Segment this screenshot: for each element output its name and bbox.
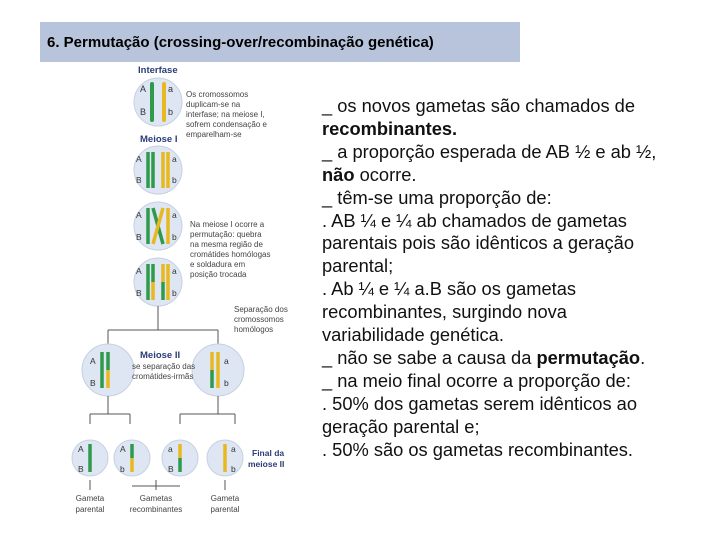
svg-text:posição trocada: posição trocada bbox=[190, 270, 247, 279]
title-banner bbox=[40, 22, 520, 62]
svg-text:b: b bbox=[224, 378, 229, 388]
svg-text:a: a bbox=[168, 84, 174, 94]
branch-lines-lower bbox=[90, 396, 235, 424]
text-line-14: . 50% dos gametas serem idênticos ao bbox=[322, 392, 638, 414]
svg-text:sofrem condensação e: sofrem condensação e bbox=[186, 120, 267, 129]
text-line-3: _ a proporção esperada de AB ½ e ab ½, bbox=[322, 140, 657, 162]
text-line-8: parental; bbox=[322, 255, 394, 277]
svg-text:Os cromossomos: Os cromossomos bbox=[186, 90, 249, 99]
svg-text:a: a bbox=[231, 444, 236, 454]
svg-text:B: B bbox=[140, 107, 147, 117]
cell-recombined bbox=[134, 258, 182, 306]
svg-text:cromátides-irmãs: cromátides-irmãs bbox=[132, 372, 194, 381]
cell-crossing-over bbox=[134, 202, 182, 250]
svg-text:A: A bbox=[136, 154, 142, 164]
interfase-label: Interfase bbox=[138, 65, 178, 76]
svg-text:B: B bbox=[136, 232, 142, 242]
branch-lines bbox=[108, 306, 218, 344]
svg-text:a: a bbox=[172, 210, 177, 220]
svg-text:A: A bbox=[120, 444, 126, 454]
text-line-1: _ os novos gametas são chamados de bbox=[322, 95, 636, 116]
gamete-label-3 bbox=[211, 494, 240, 514]
svg-text:Gametas: Gametas bbox=[139, 494, 173, 503]
svg-text:b: b bbox=[231, 464, 236, 474]
meiose1-label: Meiose I bbox=[140, 134, 178, 145]
svg-text:a: a bbox=[172, 266, 177, 276]
text-line-5: _ têm-se uma proporção de: bbox=[322, 186, 552, 208]
gamete-label-2 bbox=[130, 494, 182, 514]
svg-text:B: B bbox=[136, 175, 142, 185]
separacao-note bbox=[234, 305, 288, 334]
svg-text:se separação das: se separação das bbox=[132, 362, 196, 371]
meiose2-note bbox=[132, 362, 195, 381]
gamete-label-1 bbox=[76, 494, 105, 514]
slide-title: 6. Permutação (crossing-over/recombinação genética) bbox=[47, 33, 434, 51]
gamete-cell-4 bbox=[207, 440, 243, 476]
cell-interfase bbox=[134, 78, 182, 126]
svg-text:Gameta: Gameta bbox=[210, 494, 240, 503]
interfase-note bbox=[186, 90, 267, 139]
svg-text:na mesma região de: na mesma região de bbox=[190, 240, 263, 249]
svg-text:interfase; na meiose I,: interfase; na meiose I, bbox=[186, 110, 265, 119]
final-meiose-label bbox=[248, 448, 284, 469]
text-line-11: variabilidade genética. bbox=[322, 324, 504, 346]
svg-text:A: A bbox=[136, 266, 142, 276]
svg-text:e soldadura em: e soldadura em bbox=[190, 260, 246, 269]
gamete-cell-1 bbox=[72, 440, 108, 476]
svg-text:a: a bbox=[172, 154, 177, 164]
svg-text:B: B bbox=[136, 288, 142, 298]
svg-text:a: a bbox=[224, 356, 229, 366]
explanation-text bbox=[322, 95, 712, 462]
svg-text:permutação: quebra: permutação: quebra bbox=[190, 230, 262, 239]
svg-text:cromossomos: cromossomos bbox=[234, 315, 284, 324]
svg-text:A: A bbox=[136, 210, 142, 220]
cell-meiose2-left bbox=[82, 344, 134, 396]
svg-text:B: B bbox=[90, 378, 96, 388]
text-line-15: geração parental e; bbox=[322, 415, 480, 437]
svg-text:A: A bbox=[78, 444, 84, 454]
svg-text:Separação dos: Separação dos bbox=[234, 305, 288, 314]
svg-text:b: b bbox=[172, 175, 177, 185]
text-line-10: recombinantes, surgindo nova bbox=[322, 301, 567, 323]
svg-text:b: b bbox=[172, 288, 177, 298]
gamete-cell-3 bbox=[162, 440, 198, 476]
svg-text:b: b bbox=[168, 107, 174, 117]
svg-text:Gameta: Gameta bbox=[75, 494, 105, 503]
text-line-16: . 50% são os gametas recombinantes. bbox=[322, 438, 633, 460]
svg-text:b: b bbox=[172, 232, 177, 242]
svg-text:parental: parental bbox=[210, 505, 240, 514]
svg-text:duplicam-se na: duplicam-se na bbox=[186, 100, 241, 109]
gamete-cell-2 bbox=[114, 440, 150, 476]
svg-text:recombinantes: recombinantes bbox=[129, 505, 183, 514]
meiose2-label: Meiose II bbox=[140, 350, 181, 361]
text-line-12: _ não se sabe a causa da permutação. bbox=[322, 346, 646, 368]
svg-text:A: A bbox=[90, 356, 96, 366]
svg-text:Na meiose I ocorre a: Na meiose I ocorre a bbox=[190, 220, 265, 229]
text-line-6: . AB ¼ e ¼ ab chamados de gametas bbox=[322, 209, 627, 231]
text-line-13: _ na meio final ocorre a proporção de: bbox=[322, 369, 631, 391]
gamete-brackets bbox=[90, 480, 225, 490]
svg-text:a: a bbox=[168, 444, 173, 454]
svg-text:cromátides homólogas: cromátides homólogas bbox=[190, 250, 271, 259]
svg-text:emparelham-se: emparelham-se bbox=[186, 130, 242, 139]
svg-text:B: B bbox=[78, 464, 84, 474]
svg-text:meiose II: meiose II bbox=[248, 459, 285, 469]
cell-paired bbox=[134, 146, 182, 194]
text-line-4: não ocorre. bbox=[322, 163, 417, 185]
text-line-7: parentais pois são idênticos a geração bbox=[322, 232, 634, 254]
svg-text:B: B bbox=[168, 464, 174, 474]
svg-text:b: b bbox=[120, 464, 125, 474]
svg-text:homólogos: homólogos bbox=[234, 325, 274, 334]
permutacao-note bbox=[190, 220, 270, 279]
cell-meiose2-right bbox=[192, 344, 244, 396]
svg-text:Final da: Final da bbox=[252, 448, 285, 458]
text-line-2: recombinantes. bbox=[322, 117, 458, 139]
svg-text:A: A bbox=[140, 84, 147, 94]
meiosis-diagram bbox=[60, 62, 322, 522]
text-line-9: . Ab ¼ e ¼ a.B são os gametas bbox=[322, 278, 577, 300]
svg-text:parental: parental bbox=[75, 505, 105, 514]
